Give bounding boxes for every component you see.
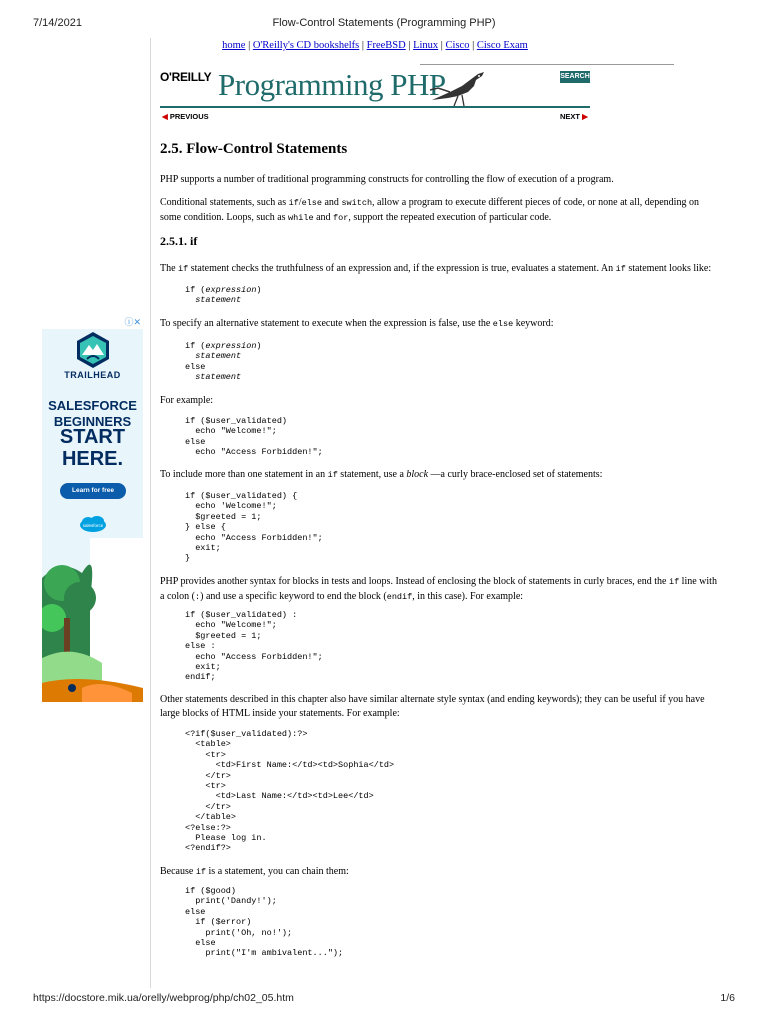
salesforce-cloud-icon xyxy=(79,515,107,533)
previous-label: PREVIOUS xyxy=(169,112,209,121)
nav-rule xyxy=(420,64,674,65)
next-link[interactable] xyxy=(560,112,588,121)
arrow-right-icon: ▶ xyxy=(582,112,588,121)
book-banner xyxy=(160,66,590,110)
book-title[interactable]: Programming PHP xyxy=(218,67,446,102)
nav-link-cd-bookshelfs[interactable]: O'Reilly's CD bookshelfs xyxy=(252,40,360,51)
code-block-example-5: if ($good) print('Dandy!'); else if ($error) print('Oh, no!'); else print("I'm ambivalent..."); xyxy=(185,886,344,959)
previous-link[interactable] xyxy=(162,112,209,121)
intro-paragraph: PHP supports a number of traditional programming constructs for controlling the flow of execution of a program. xyxy=(160,174,614,185)
code-block-example-2: if ($user_validated) { echo 'Welcome!"; $greeted = 1; } else { echo "Access Forbidden!"; exit; } xyxy=(185,491,323,564)
nav-link-home[interactable]: home xyxy=(222,40,246,51)
ad-headline: SALESFORCE BEGINNERS xyxy=(48,398,137,429)
nav-link-freebsd[interactable]: FreeBSD xyxy=(366,40,406,51)
banner-rule xyxy=(160,106,590,108)
block-paragraph: To include more than one statement in an if statement, use a block —a curly brace-enclosed set of statements: xyxy=(160,469,603,480)
print-url: https://docstore.mik.ua/orelly/webprog/php/ch02_05.htm xyxy=(33,992,294,1004)
trailhead-badge-icon xyxy=(75,331,111,369)
code-block-example-4: <?if($user_validated):?> <table> <tr> <td>First Name:</td><td>Sophia</td> </tr> <tr> <td>Last Name:</td><td>Lee</td> </tr> </table> <?else:?> Please log in. <?endif?> xyxy=(185,729,395,854)
svg-text:salesforce: salesforce xyxy=(82,523,104,528)
page-divider xyxy=(150,38,151,988)
trailhead-ad[interactable] xyxy=(42,313,143,702)
if-paragraph: The if statement checks the truthfulness of an expression and, if the expression is true, evaluates a statement. An if statement looks like: xyxy=(160,263,712,274)
example-label: For example: xyxy=(160,395,214,406)
nav-link-cisco-exam[interactable]: Cisco Exam xyxy=(476,40,528,51)
chain-paragraph: Because if is a statement, you can chain them: xyxy=(160,866,349,877)
html-blocks-paragraph: Other statements described in this chapter also have similar alternate style syntax (and ending keywords); they can be useful if you have large blocks of HTML inside your statements. For example: xyxy=(160,694,705,719)
print-date: 7/14/2021 xyxy=(33,17,82,29)
ad-brand: TRAILHEAD xyxy=(64,370,121,380)
nav-separator: | xyxy=(472,40,475,51)
publisher-logo[interactable]: O'REILLY xyxy=(160,70,212,84)
code-block-if-else-syntax: if (expression) statement else statement xyxy=(185,341,262,383)
nav-separator: | xyxy=(440,40,443,51)
print-title: Flow-Control Statements (Programming PHP) xyxy=(272,17,496,29)
next-label: NEXT xyxy=(560,112,581,121)
nav-link-linux[interactable]: Linux xyxy=(413,40,439,51)
alternate-syntax-paragraph: PHP provides another syntax for blocks in tests and loops. Instead of enclosing the block of statements in curly braces, end the if line with a colon (:) and use a specific keyword to end the block (endif, in this case). For example: xyxy=(160,576,717,602)
ad-cta-text: START HERE. xyxy=(59,426,126,470)
arrow-left-icon: ◀ xyxy=(162,112,168,121)
subsection-title: 2.5.1. if xyxy=(160,234,198,248)
ad-landscape-illustration xyxy=(42,538,143,702)
top-nav xyxy=(160,40,590,51)
ad-close-icon[interactable]: ⓘ✕ xyxy=(124,317,141,327)
nav-link-cisco[interactable]: Cisco xyxy=(445,40,470,51)
code-block-example-3: if ($user_validated) : echo "Welcome!"; $greeted = 1; else : echo "Access Forbidden!"; exit; endif; xyxy=(185,610,323,683)
roadrunner-icon xyxy=(428,70,492,108)
print-page-number: 1/6 xyxy=(720,992,735,1004)
nav-separator: | xyxy=(361,40,364,51)
section-title: 2.5. Flow-Control Statements xyxy=(160,141,348,157)
else-paragraph: To specify an alternative statement to execute when the expression is false, use the else keyword: xyxy=(160,318,554,329)
nav-separator: | xyxy=(248,40,251,51)
conditional-paragraph: Conditional statements, such as if/else and switch, allow a program to execute different pieces of code, or none at all, depending on some condition. Loops, such as while and for, support the repeated execution of particular code. xyxy=(160,197,699,223)
code-block-example-1: if ($user_validated) echo "Welcome!"; else echo "Access Forbidden!"; xyxy=(185,416,323,458)
ad-learn-button[interactable]: Learn for free xyxy=(60,483,126,499)
nav-separator: | xyxy=(408,40,411,51)
search-button[interactable]: SEARCH xyxy=(560,71,590,83)
code-block-if-syntax: if (expression) statement xyxy=(185,285,262,306)
